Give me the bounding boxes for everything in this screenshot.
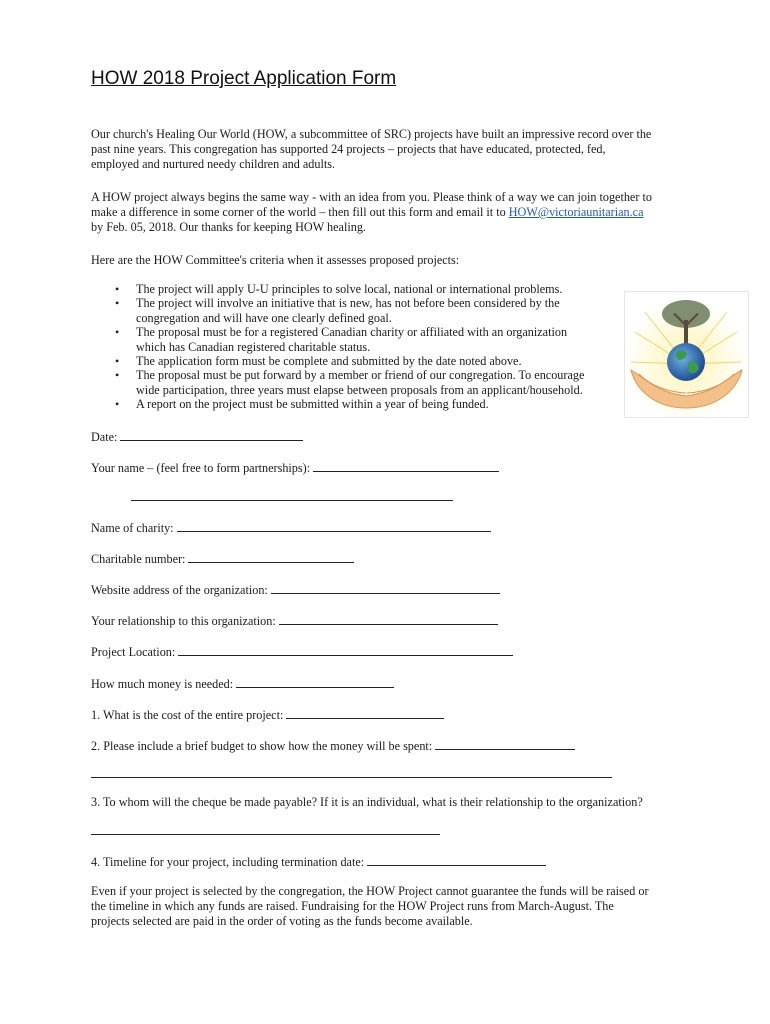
q4-label: 4. Timeline for your project, including termination date: xyxy=(91,855,365,869)
intro-line: Our church's Healing Our World (HOW, a subcommittee of SRC) projects have built an impressive record over the xyxy=(91,127,652,141)
closing-line: the timeline in which any funds are raised. Fundraising for the HOW Project runs from March-August. The xyxy=(91,899,614,913)
criteria-text: The project will apply U-U principles to solve local, national or international problems. xyxy=(136,282,563,296)
charity-name-field xyxy=(91,519,491,536)
email-link[interactable]: HOW@victoriaunitarian.ca xyxy=(508,205,644,219)
q1-field xyxy=(91,706,444,723)
money-needed-label: How much money is needed: xyxy=(91,677,234,691)
ask-line-text: make a difference in some corner of the world – then fill out this form and email it to xyxy=(91,205,509,219)
ask-line: by Feb. 05, 2018. Our thanks for keeping HOW healing. xyxy=(91,220,366,234)
criteria-text: The project will involve an initiative that is new, has not before been considered by the xyxy=(136,296,560,311)
q3-field xyxy=(91,795,643,810)
location-label: Project Location: xyxy=(91,645,176,659)
your-name-field xyxy=(91,459,499,476)
relationship-label: Your relationship to this organization: xyxy=(91,614,276,628)
criteria-text: The proposal must be for a registered Canadian charity or affiliated with an organization xyxy=(136,325,568,340)
q2-label: 2. Please include a brief budget to show how the money will be spent: xyxy=(91,739,433,753)
bullet-icon: • xyxy=(115,354,120,369)
closing-line: projects selected are paid in the order of voting as the funds become available. xyxy=(91,914,473,928)
criteria-text: The proposal must be put forward by a member or friend of our congregation. To encourage xyxy=(136,368,585,383)
money-needed-field xyxy=(91,675,394,692)
page-title: HOW 2018 Project Application Form xyxy=(91,68,397,89)
list-item xyxy=(115,282,625,296)
q2-input-line2[interactable] xyxy=(91,777,612,778)
q3-label: 3. To whom will the cheque be made payable? If it is an individual, what is their relationship to the organization? xyxy=(91,795,643,809)
closing-line: Even if your project is selected by the congregation, the HOW Project cannot guarantee the funds will be raised or xyxy=(91,884,649,898)
q1-input[interactable] xyxy=(286,706,444,719)
q1-label: 1. What is the cost of the entire project: xyxy=(91,708,284,722)
q4-field xyxy=(91,853,546,870)
website-field xyxy=(91,581,500,598)
charity-name-input[interactable] xyxy=(177,519,491,532)
q2-field xyxy=(91,737,575,754)
list-item xyxy=(115,296,625,325)
criteria-text: The application form must be complete and submitted by the date noted above. xyxy=(136,354,522,369)
hands-holding-globe-tree-icon xyxy=(624,291,749,418)
q2-input[interactable] xyxy=(435,737,575,750)
website-label: Website address of the organization: xyxy=(91,583,268,597)
charitable-number-label: Charitable number: xyxy=(91,552,186,566)
location-field xyxy=(91,643,513,660)
location-input[interactable] xyxy=(178,643,513,656)
bullet-icon: • xyxy=(115,368,120,383)
q3-input[interactable] xyxy=(91,834,440,835)
charitable-number-input[interactable] xyxy=(188,550,354,563)
ask-line: A HOW project always begins the same way - with an idea from you. Please think of a way we can join together to xyxy=(91,190,652,204)
q4-input[interactable] xyxy=(367,853,546,866)
bullet-icon: • xyxy=(115,282,120,296)
criteria-text: congregation and will have one clearly defined goal. xyxy=(136,310,392,325)
relationship-input[interactable] xyxy=(279,612,498,625)
list-item xyxy=(115,397,625,411)
list-item xyxy=(115,354,625,368)
date-label: Date: xyxy=(91,430,118,444)
ask-line xyxy=(91,205,644,220)
relationship-field xyxy=(91,612,498,629)
website-input[interactable] xyxy=(271,581,500,594)
your-name-label: Your name – (feel free to form partnerships): xyxy=(91,461,311,475)
criteria-list xyxy=(115,282,625,412)
money-needed-input[interactable] xyxy=(236,675,394,688)
charitable-number-field xyxy=(91,550,354,567)
criteria-text: which has Canadian registered charitable status. xyxy=(136,339,371,354)
your-name-input[interactable] xyxy=(313,459,499,472)
criteria-intro-text: Here are the HOW Committee's criteria when it assesses proposed projects: xyxy=(91,253,460,267)
list-item xyxy=(115,325,625,354)
bullet-icon: • xyxy=(115,397,120,412)
your-name-input-line2[interactable] xyxy=(131,500,453,501)
list-item xyxy=(115,368,625,397)
charity-name-label: Name of charity: xyxy=(91,521,174,535)
bullet-icon: • xyxy=(115,325,120,340)
date-field xyxy=(91,428,303,445)
criteria-text: wide participation, three years must elapse between proposals from an applicant/household. xyxy=(136,382,583,397)
bullet-icon: • xyxy=(115,296,120,311)
date-input[interactable] xyxy=(120,428,303,441)
intro-line: employed and nurtured needy children and adults. xyxy=(91,157,336,171)
criteria-text: A report on the project must be submitted within a year of being funded. xyxy=(136,397,489,412)
intro-line: past nine years. This congregation has supported 24 projects – projects that have educated, protected, fed, xyxy=(91,142,606,156)
